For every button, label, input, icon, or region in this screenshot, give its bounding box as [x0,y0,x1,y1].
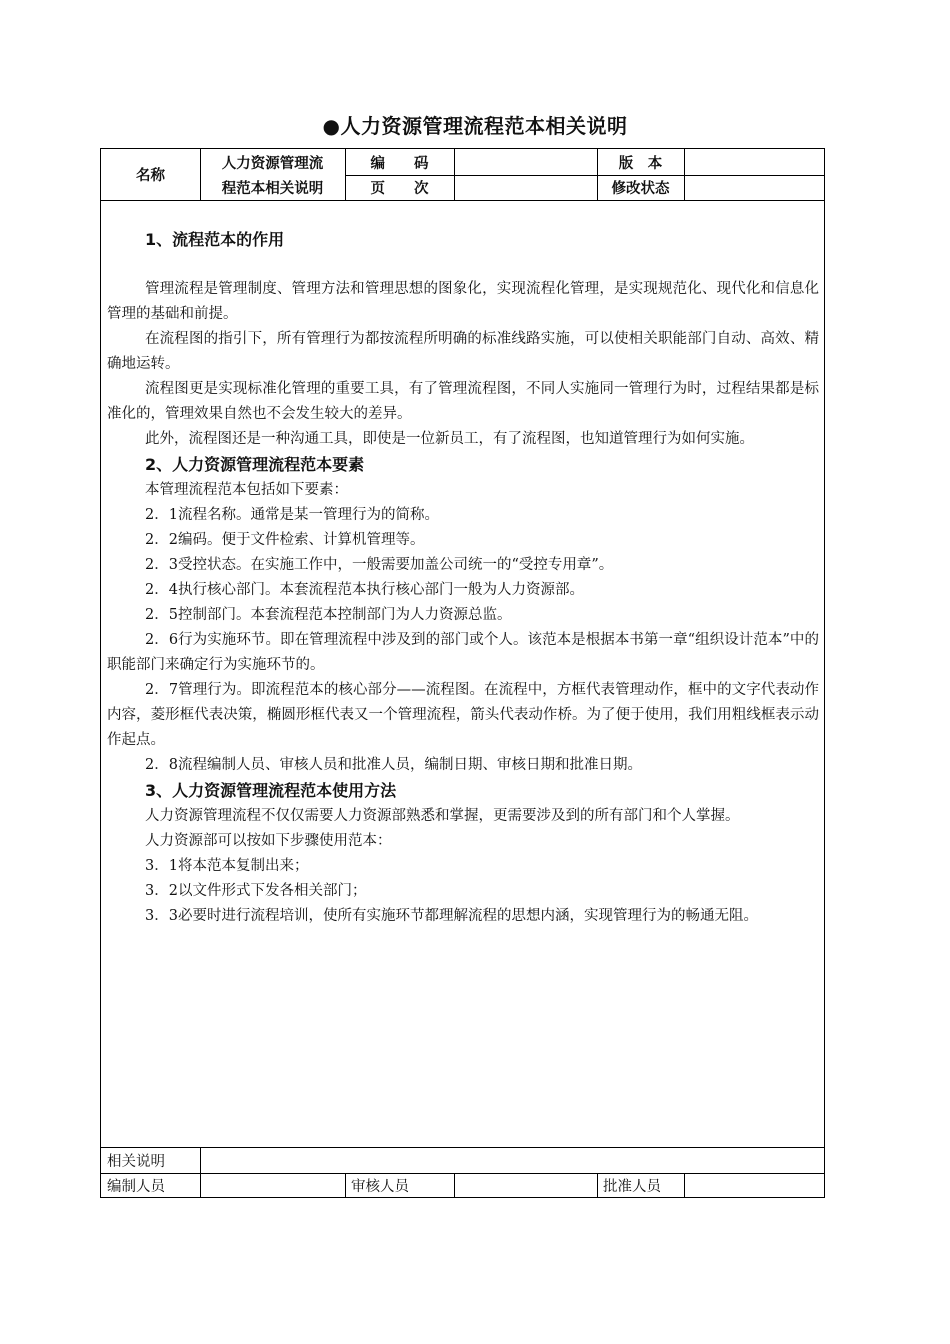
section-1-paragraph: 在流程图的指引下，所有管理行为都按流程所明确的标准线路实施，可以使相关职能部门自动、高效、精确地运转。 [107,331,819,372]
section-2-item: 2．5控制部门。本套流程范本控制部门为人力资源总监。 [145,607,512,623]
footer-divider [200,1147,201,1197]
section-2-intro: 本管理流程范本包括如下要素： [145,482,348,498]
code-value [454,149,597,175]
section-2-item: 2．3受控状态。在实施工作中，一般需要加盖公司统一的“受控专用章”。 [145,557,614,573]
section-2-item: 2．2编码。便于文件检索、计算机管理等。 [145,532,425,548]
footer-divider [684,1173,685,1197]
name-label: 名称 [136,168,165,184]
section-3-item: 3．2以文件形式下发各相关部门； [145,883,367,899]
footer-top-rule [101,1147,824,1148]
code-label: 编 码 [370,155,429,172]
form-table [100,148,825,1198]
document-title: ●人力资源管理流程范本相关说明 [322,114,628,138]
section-3-item: 3．1将本范本复制出来； [145,858,309,874]
editor-label: 编制人员 [107,1178,165,1195]
status-value [684,175,825,200]
section-2-item: 2．4执行核心部门。本套流程范本执行核心部门一般为人力资源部。 [145,582,584,598]
approver-label: 批准人员 [603,1178,661,1195]
related-label: 相关说明 [107,1153,165,1170]
section-3-heading: 3、人力资源管理流程范本使用方法 [145,781,397,800]
page-label: 页 次 [370,181,429,197]
page-value [454,175,597,200]
section-2-heading: 2、人力资源管理流程范本要素 [145,455,365,474]
content-body [107,201,819,929]
section-2-item: 2．7管理行为。即流程范本的核心部分——流程图。在流程中，方框代表管理动作，框中的文字代表动作内容，菱形框代表决策，椭圆形框代表又一个管理流程，箭头代表动作桥。为了便于使用，我们用粗线框表示动作起点。 [107,682,819,748]
section-2-item: 2．6行为实施环节。即在管理流程中涉及到的部门或个人。该范本是根据本书第一章“组织设计范本”中的职能部门来确定行为实施环节的。 [107,632,819,673]
version-value [684,149,825,175]
version-label: 版 本 [618,155,663,172]
section-1-heading: 1、流程范本的作用 [145,230,285,249]
name-value-line1: 人力资源管理流 [221,155,324,172]
status-label: 修改状态 [611,181,670,197]
footer-mid-rule [101,1173,824,1174]
section-3-paragraph: 人力资源部可以按如下步骤使用范本： [145,833,392,849]
section-1-paragraph: 管理流程是管理制度、管理方法和管理思想的图象化，实现流程化管理，是实现规范化、现代化和信息化管理的基础和前提。 [107,281,819,322]
section-2-item: 2．8流程编制人员、审核人员和批准人员，编制日期、审核日期和批准日期。 [145,757,642,773]
section-3-paragraph: 人力资源管理流程不仅仅需要人力资源部熟悉和掌握，更需要涉及到的所有部门和个人掌握。 [145,808,740,824]
section-3-item: 3．3必要时进行流程培训，使所有实施环节都理解流程的思想内涵，实现管理行为的畅通无阻。 [145,908,758,924]
footer-divider [454,1173,455,1197]
name-value-line2: 程范本相关说明 [221,181,324,197]
section-1-paragraph: 流程图更是实现标准化管理的重要工具，有了管理流程图，不同人实施同一管理行为时，过程结果都是标准化的，管理效果自然也不会发生较大的差异。 [107,381,819,422]
reviewer-label: 审核人员 [351,1178,409,1195]
section-1-paragraph: 此外，流程图还是一种沟通工具，即使是一位新员工，有了流程图，也知道管理行为如何实施。 [145,431,754,447]
section-2-item: 2．1流程名称。通常是某一管理行为的简称。 [145,507,439,523]
